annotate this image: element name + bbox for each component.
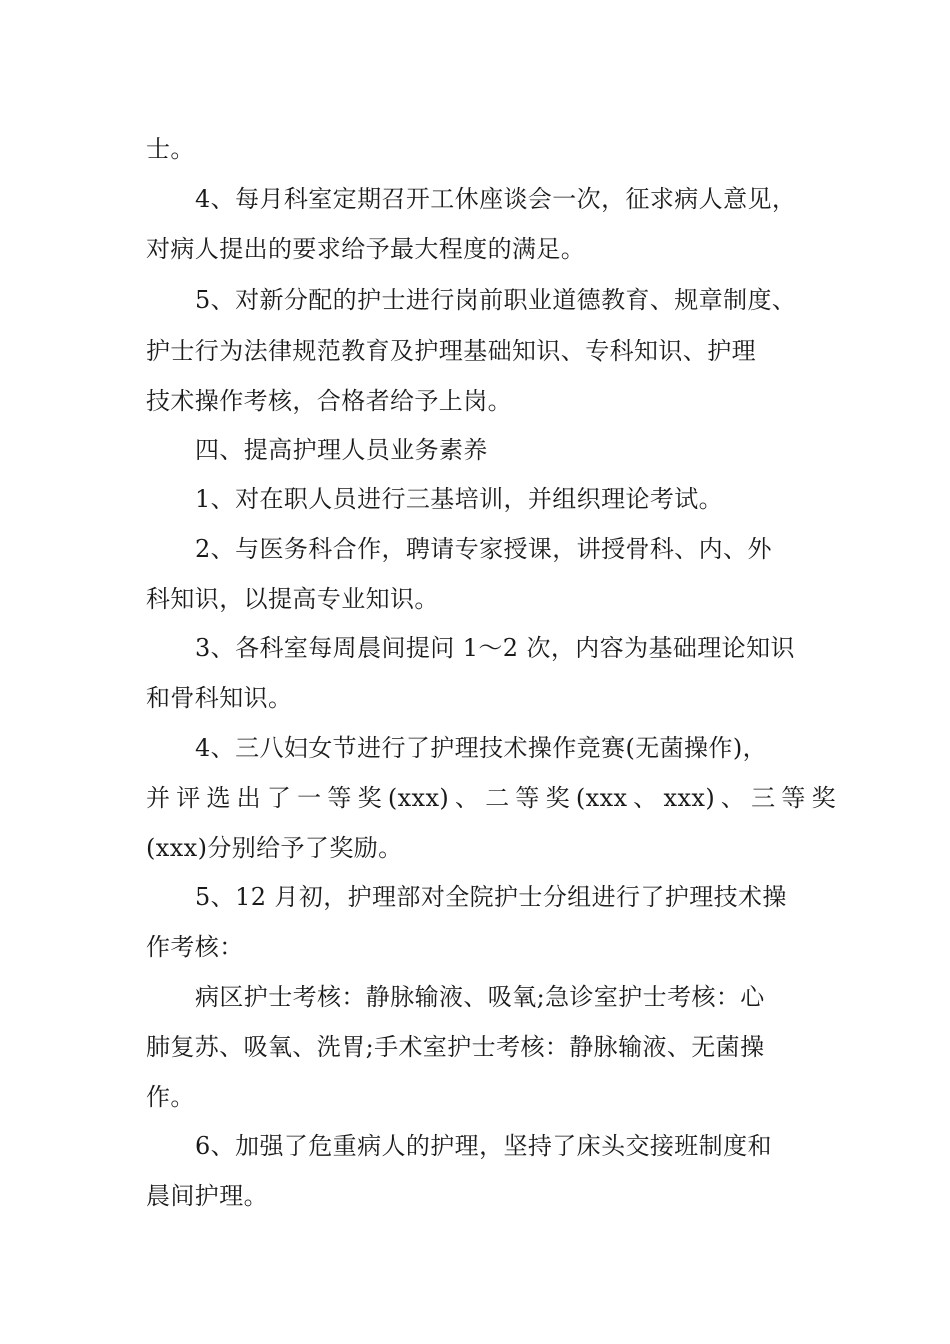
text-line: 4、三八妇女节进行了护理技术操作竞赛(无菌操作)， bbox=[195, 734, 767, 762]
text-line: 作考核： bbox=[146, 933, 244, 961]
section-heading: 四、提高护理人员业务素养 bbox=[195, 436, 488, 464]
text-line: 和骨科知识。 bbox=[146, 684, 293, 712]
text-line: 作。 bbox=[146, 1083, 195, 1111]
text-line: 1、对在职人员进行三基培训，并组织理论考试。 bbox=[195, 485, 724, 513]
text-line: 护士行为法律规范教育及护理基础知识、专科知识、护理 bbox=[146, 337, 756, 365]
text-line: 2、与医务科合作，聘请专家授课，讲授骨科、内、外 bbox=[195, 535, 772, 563]
text-line: 并评选出了一等奖(xxx)、二等奖(xxx、xxx)、三等奖 bbox=[146, 784, 836, 812]
text-line: 肺复苏、吸氧、洗胃;手术室护士考核：静脉输液、无菌操 bbox=[146, 1033, 765, 1061]
text-line: 5、对新分配的护士进行岗前职业道德教育、规章制度、 bbox=[195, 286, 797, 314]
text-line: 5、12 月初，护理部对全院护士分组进行了护理技术操 bbox=[195, 883, 787, 911]
text-line: 病区护士考核：静脉输液、吸氧;急诊室护士考核：心 bbox=[195, 983, 765, 1011]
text-line: 技术操作考核，合格者给予上岗。 bbox=[146, 387, 512, 415]
text-line: (xxx)分别给予了奖励。 bbox=[146, 834, 403, 862]
text-line: 3、各科室每周晨间提问 1～2 次，内容为基础理论知识 bbox=[195, 634, 795, 662]
text-line: 4、每月科室定期召开工休座谈会一次，征求病人意见， bbox=[195, 185, 797, 213]
text-line: 科知识，以提高专业知识。 bbox=[146, 585, 439, 613]
text-line: 士。 bbox=[146, 135, 195, 163]
text-line: 晨间护理。 bbox=[146, 1182, 268, 1210]
text-line: 6、加强了危重病人的护理，坚持了床头交接班制度和 bbox=[195, 1132, 772, 1160]
text-line: 对病人提出的要求给予最大程度的满足。 bbox=[146, 235, 586, 263]
